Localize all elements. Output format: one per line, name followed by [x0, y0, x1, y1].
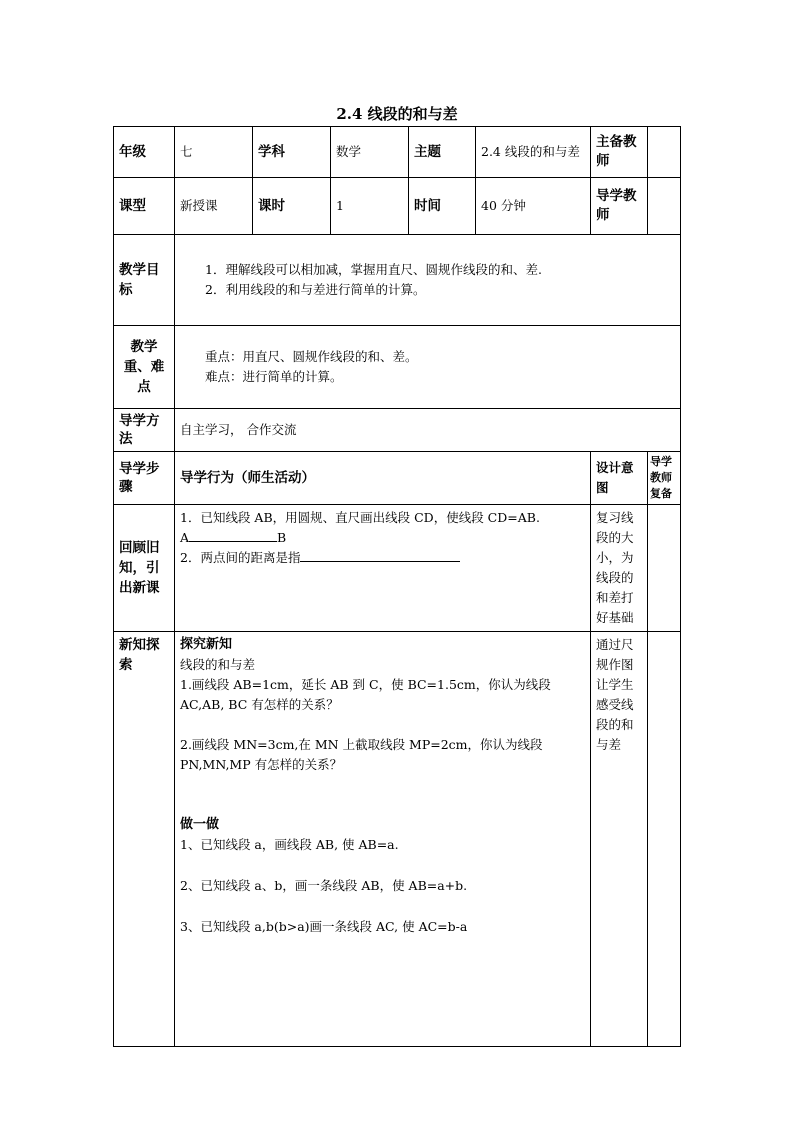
review-header: 导学教师复备 [648, 452, 681, 505]
lead-teacher-value [648, 127, 681, 178]
period-value: 1 [331, 178, 409, 235]
key-points-label: 教学重、难点 [114, 326, 175, 409]
review-section-content [175, 505, 591, 632]
objective-item: 1．理解线段可以相加减，掌握用直尺、圆规作线段的和、差. [205, 262, 542, 277]
subject-value: 数学 [331, 127, 409, 178]
explore-heading: 探究新知 [180, 637, 233, 652]
grade-label: 年级 [114, 127, 175, 178]
time-label: 时间 [409, 178, 476, 235]
explore-problem-1: 1.画线段 AB=1cm，延长 AB 到 C，使 BC=1.5cm，你认为线段 AC,AB, BC 有怎样的关系？ [180, 677, 551, 712]
exercise-2: 2、已知线段 a、b，画一条线段 AB，使 AB=a+b. [180, 878, 468, 893]
steps-header: 导学步骤 [114, 452, 175, 505]
explore-problem-2: 2.画线段 MN=3cm,在 MN 上截取线段 MP=2cm，你认为线段 PN,MN,MP 有怎样的关系？ [180, 737, 543, 772]
document-title: 2.4 线段的和与差 [336, 105, 458, 123]
explore-notes-cell [648, 632, 681, 1047]
explore-section-label: 新知探索 [114, 632, 175, 1047]
objectives-row [114, 235, 681, 326]
explore-section-content [175, 632, 591, 1047]
method-row [114, 409, 681, 452]
review-notes-cell [648, 505, 681, 632]
steps-header-row [114, 452, 681, 505]
objectives-label: 教学目标 [114, 235, 175, 326]
key-points-content [175, 326, 681, 409]
point-a-label: A [180, 530, 190, 545]
review-section-row [114, 505, 681, 632]
objectives-content [175, 235, 681, 326]
objective-item: 2．利用线段的和与差进行简单的计算。 [205, 282, 426, 297]
segment-ab-diagram [180, 528, 585, 548]
exercise-3: 3、已知线段 a,b(b>a)画一条线段 AC, 使 AC=b-a [180, 919, 468, 934]
review-design-intent: 复习线段的大小，为线段的和差打好基础 [591, 505, 648, 632]
behavior-header: 导学行为（师生活动） [175, 452, 591, 505]
header-row-1 [114, 127, 681, 178]
guide-teacher-value [648, 178, 681, 235]
explore-design-intent: 通过尺规作图让学生感受线段的和与差 [591, 632, 648, 1047]
type-label: 课型 [114, 178, 175, 235]
topic-value: 2.4 线段的和与差 [476, 127, 591, 178]
header-row-2 [114, 178, 681, 235]
time-value: 40 分钟 [476, 178, 591, 235]
review-question-1: 1．已知线段 AB，用圆规、直尺画出线段 CD，使线段 CD=AB. [180, 510, 540, 525]
important-point: 重点：用直尺、圆规作线段的和、差。 [205, 349, 418, 364]
do-heading: 做一做 [180, 817, 220, 832]
lesson-plan-table [113, 126, 681, 1047]
point-b-label: B [277, 530, 287, 545]
guide-teacher-label: 导学教师 [591, 178, 648, 235]
period-label: 课时 [253, 178, 331, 235]
key-points-row [114, 326, 681, 409]
difficult-point: 难点：进行简单的计算。 [205, 369, 343, 384]
subject-label: 学科 [253, 127, 331, 178]
method-value: 自主学习， 合作交流 [175, 409, 681, 452]
method-label: 导学方法 [114, 409, 175, 452]
review-question-2: 2．两点间的距离是指 [180, 548, 585, 568]
explore-section-row [114, 632, 681, 1047]
topic-label: 主题 [409, 127, 476, 178]
type-value: 新授课 [175, 178, 253, 235]
answer-blank [300, 549, 460, 562]
lead-teacher-label: 主备教师 [591, 127, 648, 178]
explore-subheading: 线段的和与差 [180, 657, 256, 672]
segment-line [189, 529, 277, 542]
design-header: 设计意图 [591, 452, 648, 505]
grade-value: 七 [175, 127, 253, 178]
exercise-1: 1、已知线段 a，画线段 AB, 使 AB=a. [180, 837, 399, 852]
review-section-label: 回顾旧知，引出新课 [114, 505, 175, 632]
